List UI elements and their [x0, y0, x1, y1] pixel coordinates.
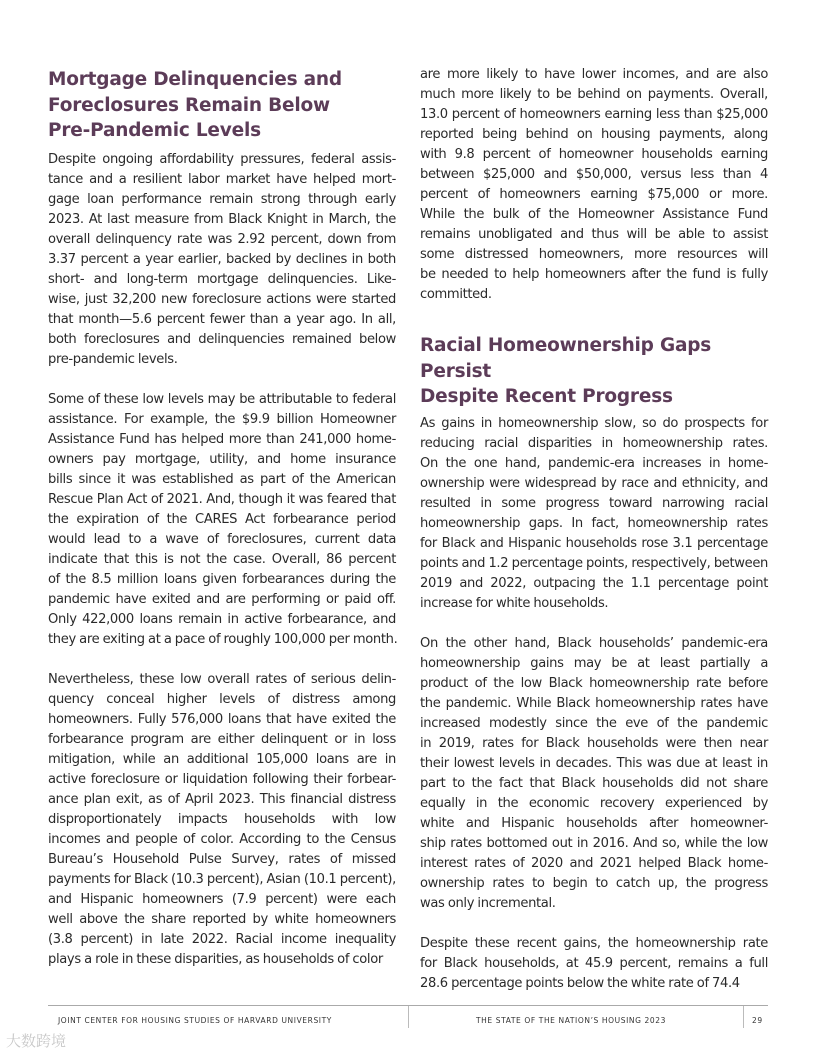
text-line: plays a role in these disparities, as households of color	[48, 951, 383, 967]
paragraph	[420, 414, 768, 614]
page-number: 29	[752, 1016, 763, 1025]
text-line: 3.37 percent a year earlier, backed by declines in both	[48, 251, 396, 267]
heading-line: Despite Recent Progress	[420, 386, 673, 407]
text-line: both foreclosures and delinquencies remained below	[48, 331, 396, 347]
text-line: Assistance Fund has helped more than 241,000 home-	[48, 431, 396, 447]
text-line: Nevertheless, these low overall rates of serious delin-	[48, 671, 396, 687]
text-line: that month—5.6 percent fewer than a year ago. In all,	[48, 311, 396, 327]
text-line: they are exiting at a pace of roughly 100,000 per month.	[48, 631, 398, 647]
text-line: for Black households, at 45.9 percent, remains a full	[420, 955, 768, 971]
text-line: tance and a resilient labor market have helped mort-	[48, 171, 396, 187]
text-line: reducing racial disparities in homeownership rates.	[420, 435, 768, 451]
right-body	[420, 414, 768, 994]
heading-line: Racial Homeownership Gaps Persist	[420, 335, 712, 382]
text-line: and Hispanic homeowners (7.9 percent) were each	[48, 891, 396, 907]
text-line: of the 8.5 million loans given forbearances during the	[48, 571, 396, 587]
text-line: equally in the economic recovery experienced by	[420, 795, 768, 811]
paragraph	[420, 634, 768, 914]
text-line: mitigation, while an additional 105,000 loans are in	[48, 751, 396, 767]
text-line: would lead to a wave of foreclosures, current data	[48, 531, 396, 547]
heading-line: Mortgage Delinquencies and	[48, 69, 342, 90]
text-line: 13.0 percent of homeowners earning less than $25,000	[420, 107, 768, 122]
text-line: homeownership gains may be at least partially a	[420, 655, 768, 671]
text-line: was only incremental.	[420, 895, 556, 911]
text-line: much more likely to be behind on payments. Overall,	[420, 87, 768, 102]
text-line: homeowners. Fully 576,000 loans that have exited the	[48, 711, 396, 727]
paragraph	[420, 934, 768, 994]
text-line: quency conceal higher levels of distress among	[48, 691, 396, 707]
text-line: pandemic have exited and are performing or paid off.	[48, 591, 396, 607]
text-line: On the other hand, Black households’ pandemic-era	[420, 635, 768, 651]
text-line: pre-pandemic levels.	[48, 351, 178, 367]
left-column	[48, 0, 396, 970]
text-line: ance plan exit, as of April 2023. This financial distress	[48, 791, 396, 807]
text-line: points and 1.2 percentage points, respectively, between	[420, 555, 768, 571]
text-line: Bureau’s Household Pulse Survey, rates of missed	[48, 851, 396, 867]
text-line: Despite ongoing affordability pressures, federal assis-	[48, 151, 396, 167]
text-line: (3.8 percent) in late 2022. Racial income inequality	[48, 931, 396, 947]
text-line: part to the fact that Black households did not share	[420, 775, 768, 791]
text-line: owners pay mortgage, utility, and home insurance	[48, 451, 396, 467]
text-line: between $25,000 and $50,000, versus less than 4	[420, 167, 768, 182]
text-line: payments for Black (10.3 percent), Asian (10.1 percent),	[48, 871, 396, 887]
left-body	[48, 150, 396, 970]
paragraph	[48, 390, 396, 650]
page-footer	[48, 1005, 768, 1028]
text-line: wise, just 32,200 new foreclosure actions were started	[48, 291, 396, 307]
text-line: Despite these recent gains, the homeownership rate	[420, 935, 768, 951]
text-line: resulted in some progress toward narrowing racial	[420, 495, 768, 511]
paragraph	[48, 670, 396, 970]
text-line: incomes and people of color. According to the Census	[48, 831, 396, 847]
text-line: well above the share reported by white homeowners	[48, 911, 396, 927]
text-line: be needed to help homeowners after the fund is fully	[420, 267, 768, 282]
text-line: ownership rates to begin to catch up, the progress	[420, 875, 768, 891]
text-line: in 2019, rates for Black households were then near	[420, 735, 768, 751]
footer-title: THE STATE OF THE NATION’S HOUSING 2023	[476, 1016, 666, 1025]
text-line: percent of homeowners earning $75,000 or more.	[420, 187, 768, 202]
text-line: disproportionately impacts households with low	[48, 811, 396, 827]
text-line: the pandemic. While Black homeownership rates have	[420, 695, 768, 711]
section-heading	[420, 333, 768, 410]
section-heading	[48, 67, 396, 144]
text-line: committed.	[420, 287, 492, 302]
text-line: Rescue Plan Act of 2021. And, though it was feared that	[48, 491, 396, 507]
text-line: increase for white households.	[420, 595, 609, 611]
text-line: 2019 and 2022, outpacing the 1.1 percentage point	[420, 575, 768, 591]
text-line: gage loan performance remain strong through early	[48, 191, 396, 207]
text-line: On the one hand, pandemic-era increases in home-	[420, 455, 768, 471]
text-line: indicate that this is not the case. Overall, 86 percent	[48, 551, 396, 567]
text-line: their lowest levels in decades. This was due at least in	[420, 755, 768, 771]
text-line: product of the low Black homeownership rate before	[420, 675, 768, 691]
text-line: bills since it was established as part of the American	[48, 471, 396, 487]
text-line: active foreclosure or liquidation following their forbear-	[48, 771, 396, 787]
text-line: remains unobligated and thus will be able to assist	[420, 227, 768, 242]
text-line: ownership were widespread by race and ethnicity, and	[420, 475, 768, 491]
text-line: white and Hispanic households after homeowner-	[420, 815, 768, 831]
text-line: are more likely to have lower incomes, and are also	[420, 67, 768, 82]
text-line: As gains in homeownership slow, so do prospects for	[420, 415, 768, 431]
text-line: some distressed homeowners, more resources will	[420, 247, 768, 262]
text-line: reported being behind on housing payments, along	[420, 127, 768, 142]
footer-publisher: JOINT CENTER FOR HOUSING STUDIES OF HARVARD UNIVERSITY	[58, 1016, 332, 1025]
text-line: homeownership gaps. In fact, homeownership rates	[420, 515, 768, 531]
heading-line: Foreclosures Remain Below	[48, 94, 330, 116]
text-line: Some of these low levels may be attributable to federal	[48, 391, 396, 407]
heading-line: Pre-Pandemic Levels	[48, 120, 261, 141]
right-body-top	[420, 65, 768, 305]
text-line: 2023. At last measure from Black Knight in March, the	[48, 211, 396, 227]
text-line: 28.6 percentage points below the white rate of 74.4	[420, 975, 740, 991]
text-line: forbearance program are either delinquent or in loss	[48, 731, 396, 747]
text-line: Only 422,000 loans remain in active forbearance, and	[48, 611, 396, 627]
text-line: increased modestly since the eve of the pandemic	[420, 715, 768, 731]
paragraph	[48, 150, 396, 370]
right-column	[420, 65, 768, 994]
text-line: the expiration of the CARES Act forbearance period	[48, 511, 396, 527]
text-line: for Black and Hispanic households rose 3.1 percentage	[420, 535, 768, 551]
text-line: with 9.8 percent of homeowner households earning	[420, 147, 768, 162]
text-line: short- and long-term mortgage delinquencies. Like-	[48, 271, 396, 287]
text-line: overall delinquency rate was 2.92 percent, down from	[48, 231, 396, 247]
watermark: 大数跨境	[6, 1032, 67, 1050]
text-line: assistance. For example, the $9.9 billion Homeowner	[48, 411, 396, 427]
text-line: ship rates bottomed out in 2016. And so, while the low	[420, 835, 768, 851]
text-line: interest rates of 2020 and 2021 helped Black home-	[420, 855, 768, 871]
text-line: While the bulk of the Homeowner Assistance Fund	[420, 207, 768, 222]
